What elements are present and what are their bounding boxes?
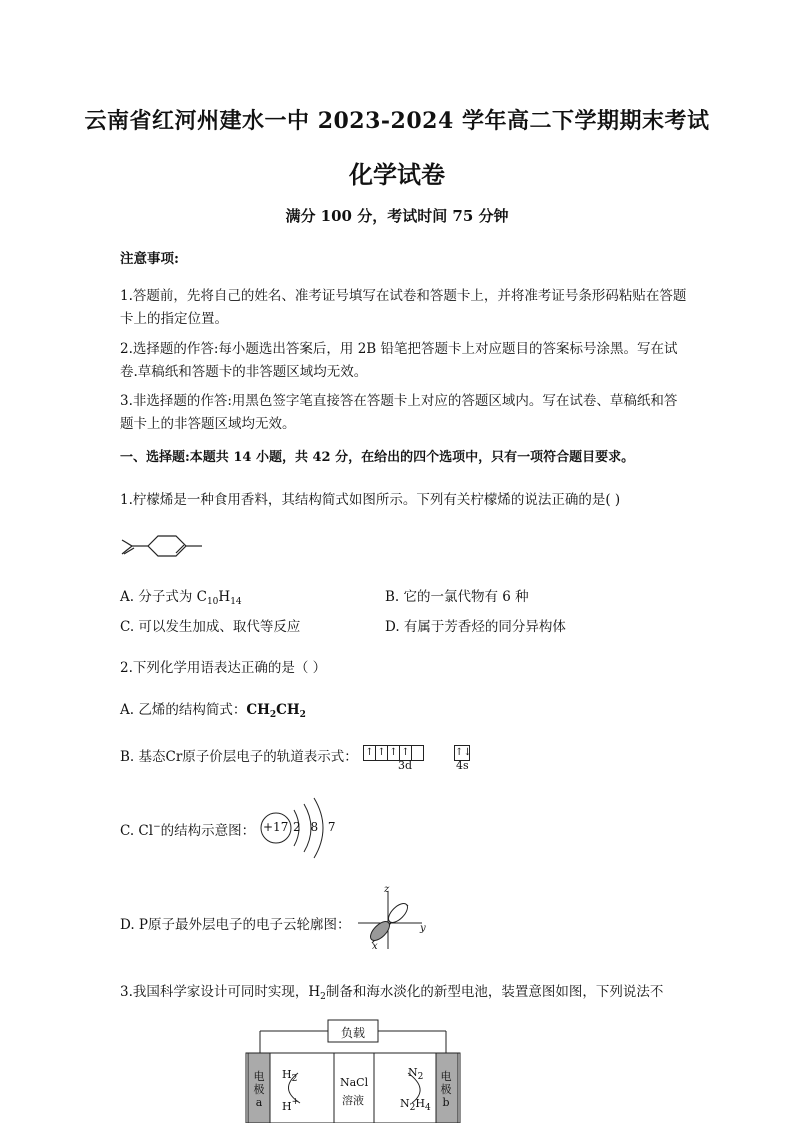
q1-option-b[interactable]: B. 它的一氯代物有 6 种 <box>385 589 529 605</box>
axis-label-y: y <box>420 923 426 934</box>
orbital-diagram-3d: ↑ ↑ ↑ ↑ <box>363 740 424 761</box>
electrode-b-label: 电 极 b <box>440 1070 452 1109</box>
note-item-1: 1.答题前，先将自己的姓名、准考证号填写在试卷和答题卡上，并将准考证号条形码粘贴在答题卡上的指定位置。 <box>120 288 687 327</box>
section1-heading: 一、选择题:本题共 14 小题，共 42 分，在给出的四个选项中，只有一项符合题目要求。 <box>120 450 635 465</box>
electron-shells: 2 8 7 <box>293 820 336 834</box>
orbital-label-4s: 4s <box>456 759 469 772</box>
p-orbital-diagram <box>352 885 432 955</box>
exam-subtitle: 化学试卷 <box>349 160 445 189</box>
orbital-diagram-4s: ↑↓ <box>454 740 470 761</box>
q3-stem: 3.我国科学家设计可同时实现，$H_2$制备和海水淡化的新型电池，装置意图如图，下列说法不 <box>120 984 664 1002</box>
load-label: 负载 <box>341 1026 366 1040</box>
q1-stem: 1.柠檬烯是一种食用香料，其结构简式如图所示。下列有关柠檬烯的说法正确的是( ) <box>120 492 621 508</box>
notes-heading: 注意事项: <box>120 251 179 267</box>
q1-option-c[interactable]: C. 可以发生加成、取代等反应 <box>120 619 301 635</box>
note-item-2: 2.选择题的作答:每小题选出答案后，用 2B 铅笔把答题卡上对应题目的答案标号涂黑。写在试卷.草稿纸和答题卡的非答题区域均无效。 <box>120 341 678 380</box>
orbital-label-3d: 3d <box>398 759 413 772</box>
limonene-structure-diagram <box>118 532 208 562</box>
nacl-label: NaCl <box>340 1076 369 1089</box>
note-item-3: 3.非选择题的作答:用黑色签字笔直接答在答题卡上对应的答题区域内。写在试卷、草稿纸和答题卡上的非答题区域均无效。 <box>120 393 678 432</box>
n2h4-label: $N_2H_4$ <box>400 1097 431 1113</box>
hplus-label: H+ <box>282 1097 300 1113</box>
q2-option-c[interactable]: C. Cl−的结构示意图： <box>120 822 256 839</box>
h2-label: $H_2$ <box>282 1068 298 1084</box>
axis-label-z: z <box>384 884 390 895</box>
q1-option-a[interactable]: A. 分子式为 $C_{10}H_{14}$ <box>120 589 242 607</box>
q2-option-d[interactable]: D. P原子最外层电子的电子云轮廓图： <box>120 917 351 933</box>
q2-stem: 2.下列化学用语表达正确的是（ ） <box>120 660 327 676</box>
q2-option-a[interactable]: A. 乙烯的结构简式：$CH_2CH_2$ <box>120 702 306 720</box>
exam-meta: 满分 100 分，考试时间 75 分钟 <box>285 207 509 225</box>
q2-option-b[interactable]: B. 基态Cr原子价层电子的轨道表示式： <box>120 749 358 765</box>
nucleus-charge: +17 <box>263 820 289 834</box>
exam-title: 云南省红河州建水一中 2023-2024 学年高二下学期期末考试 <box>84 108 710 134</box>
electrode-a-label: 电 极 a <box>253 1070 265 1109</box>
solution-label: 溶液 <box>342 1094 364 1107</box>
n2-label: $N_2$ <box>408 1066 424 1082</box>
q1-option-d[interactable]: D. 有属于芳香烃的同分异构体 <box>385 619 566 635</box>
axis-label-x: x <box>372 941 378 952</box>
